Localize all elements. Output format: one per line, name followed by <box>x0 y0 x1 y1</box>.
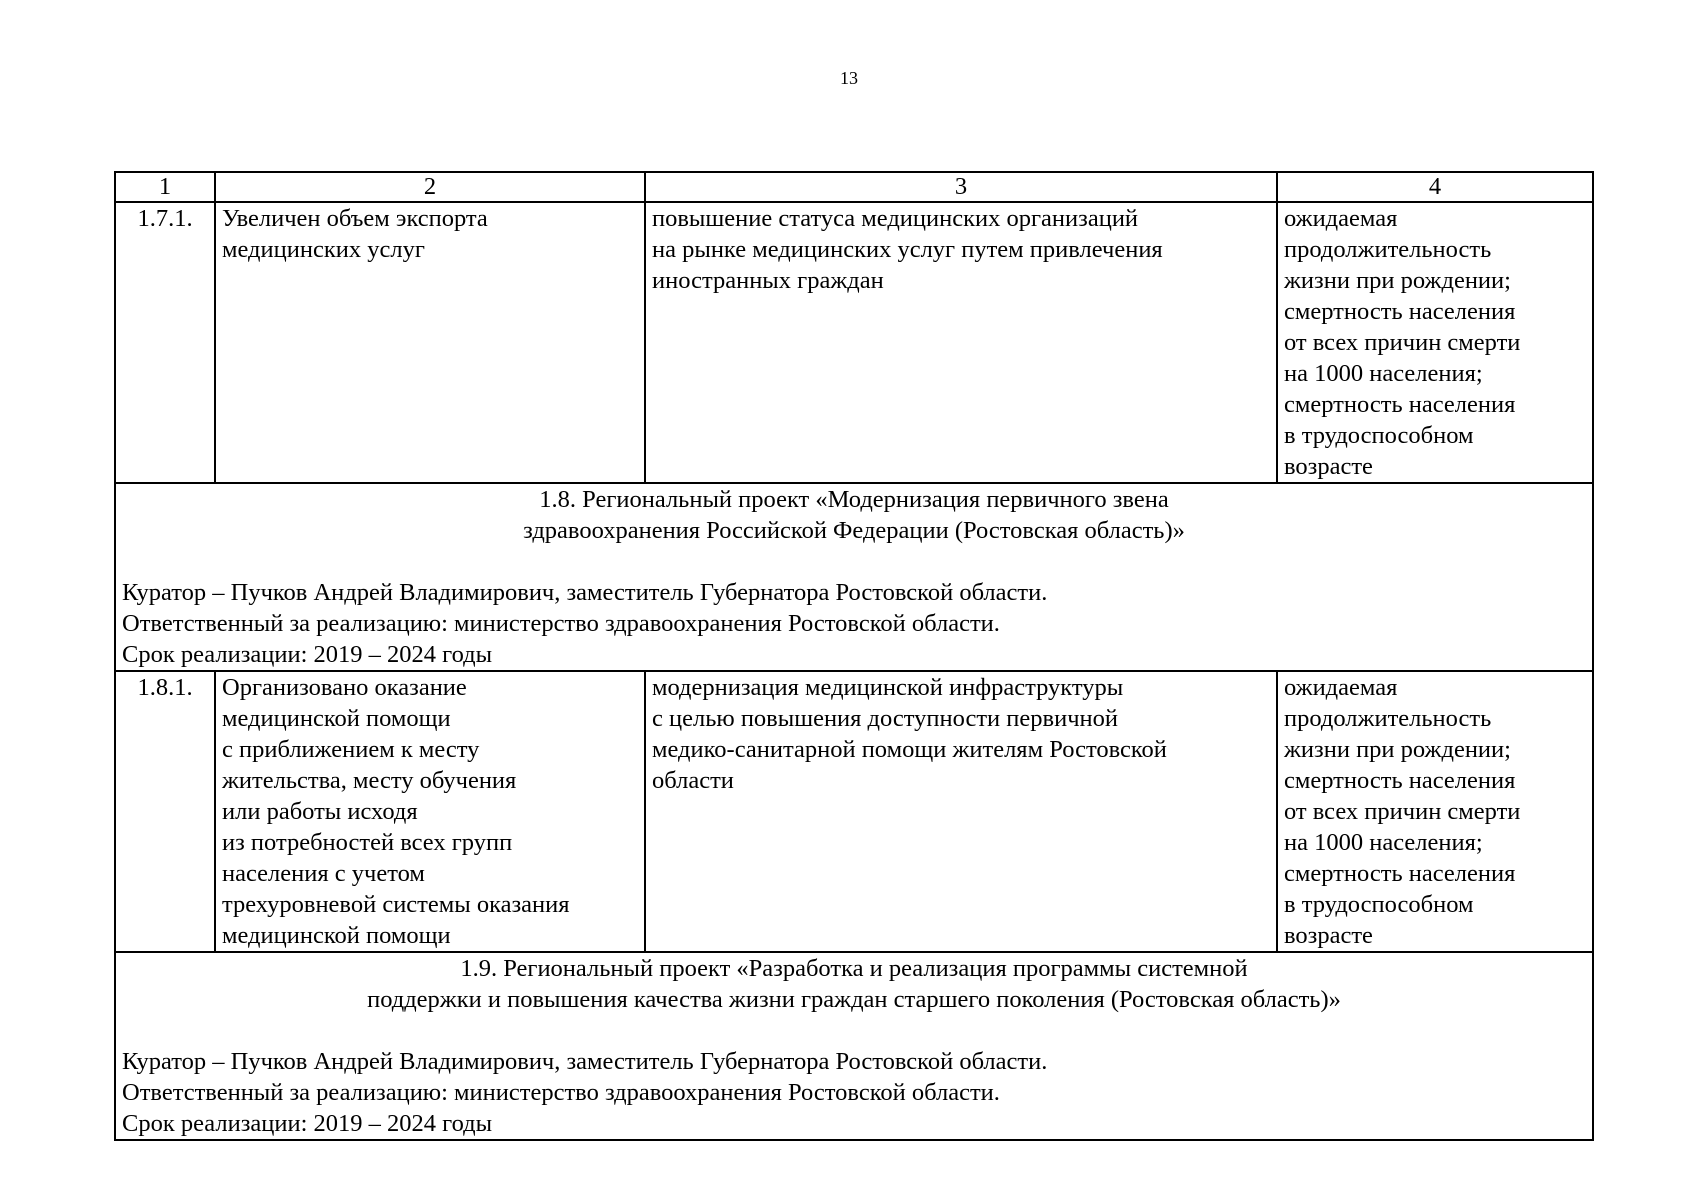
section-title: 1.8. Региональный проект «Модернизация первичного звена здравоохранения Российской Федерации (Ростовская область)» <box>523 486 1185 544</box>
indicators-cell: ожидаемая продолжительность жизни при рождении; смертность населения от всех причин смерти на 1000 населения; смертность населения в трудоспособном возрасте <box>1277 671 1593 952</box>
section-title: 1.9. Региональный проект «Разработка и реализация программы системной поддержки и повышения качества жизни граждан старшего поколения (Ростовская область)» <box>367 955 1341 1013</box>
section-row <box>115 483 1593 671</box>
row-number: 1.8.1. <box>115 671 215 952</box>
section-curator: Куратор – Пучков Андрей Владимирович, заместитель Губернатора Ростовской области. <box>122 1048 1048 1075</box>
section-responsible: Ответственный за реализацию: министерство здравоохранения Ростовской области. <box>122 610 1000 637</box>
row-number: 1.7.1. <box>115 202 215 483</box>
table-row <box>115 202 1593 483</box>
description-cell: модернизация медицинской инфраструктуры с целью повышения доступности первичной медико-санитарной помощи жителям Ростовской области <box>645 671 1277 952</box>
description-cell: повышение статуса медицинских организаций на рынке медицинских услуг путем привлечения иностранных граждан <box>645 202 1277 483</box>
indicators-cell: ожидаемая продолжительность жизни при рождении; смертность населения от всех причин смерти на 1000 населения; смертность населения в трудоспособном возрасте <box>1277 202 1593 483</box>
section-row <box>115 952 1593 1140</box>
section-1-9 <box>115 952 1593 1140</box>
section-1-8 <box>115 483 1593 671</box>
table-header-row <box>115 172 1593 202</box>
header-cell-3: 3 <box>645 172 1277 202</box>
section-responsible: Ответственный за реализацию: министерство здравоохранения Ростовской области. <box>122 1079 1000 1106</box>
result-cell: Организовано оказание медицинской помощи с приближением к месту жительства, месту обучения или работы исходя из потребностей всех групп населения с учетом трехуровневой системы оказания медицинской помощи <box>215 671 645 952</box>
page-number: 13 <box>840 68 858 88</box>
result-cell: Увеличен объем экспорта медицинских услуг <box>215 202 645 483</box>
measures-table <box>114 171 1594 1141</box>
section-info <box>122 577 1586 670</box>
header-cell-1: 1 <box>115 172 215 202</box>
section-term: Срок реализации: 2019 – 2024 годы <box>122 641 493 668</box>
header-cell-4: 4 <box>1277 172 1593 202</box>
header-cell-2: 2 <box>215 172 645 202</box>
section-curator: Куратор – Пучков Андрей Владимирович, заместитель Губернатора Ростовской области. <box>122 579 1048 606</box>
table-row <box>115 671 1593 952</box>
section-info <box>122 1046 1586 1139</box>
section-term: Срок реализации: 2019 – 2024 годы <box>122 1110 493 1137</box>
